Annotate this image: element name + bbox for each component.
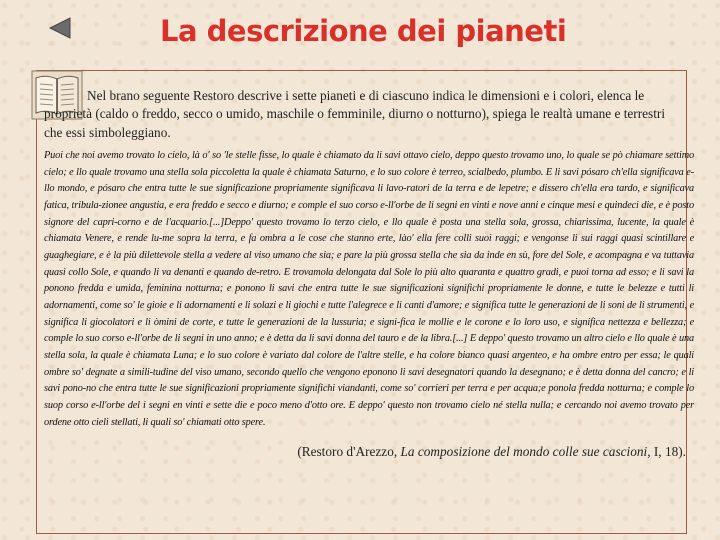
citation-suffix: , I, 18).	[647, 444, 686, 459]
quote-text: Puoi che noi avemo trovato lo cielo, là o' so 'le stelle fisse, lo quale è chiamato da li savi ottavo cielo, deppo questo trovamo uno, lo quale se pò chiamare settimo cielo; e llo quale trovamo una stella sola piccoletta la quale è chiamata Saturno, e lo suo colore è terreo, scialbedo, plumbo. E li savi pósaro ch'ella significava e-llo mondo, e pósaro che entra tutte le sue significazione propriamente significava li lavo-ratori de la terra e de lepetre; e dissero ch'ella era tardo, e significava fatica, tribula-zionee angustia, e era freddo e secco e diurno; e comple el suo corso e-ll'orbe de li segni en vinti e nove anni e cinque mesi e quindeci die, e è posto signore del capri-corno e de l'acquario.[...]Deppo' questo trovamo lo terzo cielo, e llo quale è posta una stella sola, grossa, chiarissima, lucente, la quale è chiamata Venere, e rende lu-me sopra la terra, e fa ombra a le cose che stanno erte, lào' ella fere colli suoi raggi; e vengonse li sui raggi quasi scintillare e guaghegiare, e è la più dilettevole stella a vedere al viso umano che sia; e pare la più grossa stella che sia da inde en sù, fore del Sole, e acompagna e va tuttavia quasi collo Sole, e quando li va denanti e quando de-retro. E trovamola delongata dal Sole lo più alto quaranta e quattro gradi, e puoi torna ad esso; e li savi la ponono fredda e umida, feminina notturna; e ponono li savi che entra tutte le sue significazioni significhi propriamente le donne, e tutte le belezze e tutti li adornamenti, come so' le gioie e li adornamenti e li solazi e li giochi e tutte l'alegrece e li canti d'amore; e significa tutte le generazioni de li soni de li strumenti, e significa li giocolatori e li òmini de corte, e tutte le generazioni de la lussuria; e signi-fica le mollie e le corone e lo loro uso, e significa nettezza e bellezza; e comple lo suo corso e-ll'orbe de li segni in uno anno; e è detta da li savi donna del tauro e de la libra.[...] E deppo' questo trovamo un altro cielo e llo quale è una stella sola, la quale è chiamata Luna; e lo suo colore è variato dal colore de l'altre stelle, e ha colore bianco quasi argenteo, e ha ombre entro per essa; le quali ombre so' degnate a simili-tudine del viso umano, secondo quello che vengono eponono li savi desegnatori quando la desegnano; e è detta donna del cancro; e li savi pono-no che entra tutte le sue significazioni propriamente significhi viandanti, come so' corrieri per terra e per acqua;e ponola fredda notturna; e comple lo suop corso e-ll'orbe del i segni en vinti e sette die e poco meno d'otto ore. E deppo' questo non trovamo cielo né stella nulla; e cercando noi avemo trovato per ordene otto cieli stellati, li quali so' chiamati otto spere.	[44, 150, 694, 428]
intro-text: Nel brano seguente Restoro descrive i sette pianeti e di ciascuno indica le dimensioni e i colori, elenca le proprietà (caldo o freddo, secco o umido, maschile o femminile, diurno o notturno), spiega le realtà umane e terrestri che essi simboleggiano.	[44, 88, 666, 140]
page-title: La descrizione dei pianeti	[160, 14, 567, 48]
back-arrow-icon[interactable]	[48, 16, 72, 40]
citation	[297, 444, 686, 460]
citation-prefix: (Restoro d'Arezzo,	[297, 444, 401, 459]
citation-work-title: La composizione del mondo colle sue cascioni	[400, 444, 648, 459]
